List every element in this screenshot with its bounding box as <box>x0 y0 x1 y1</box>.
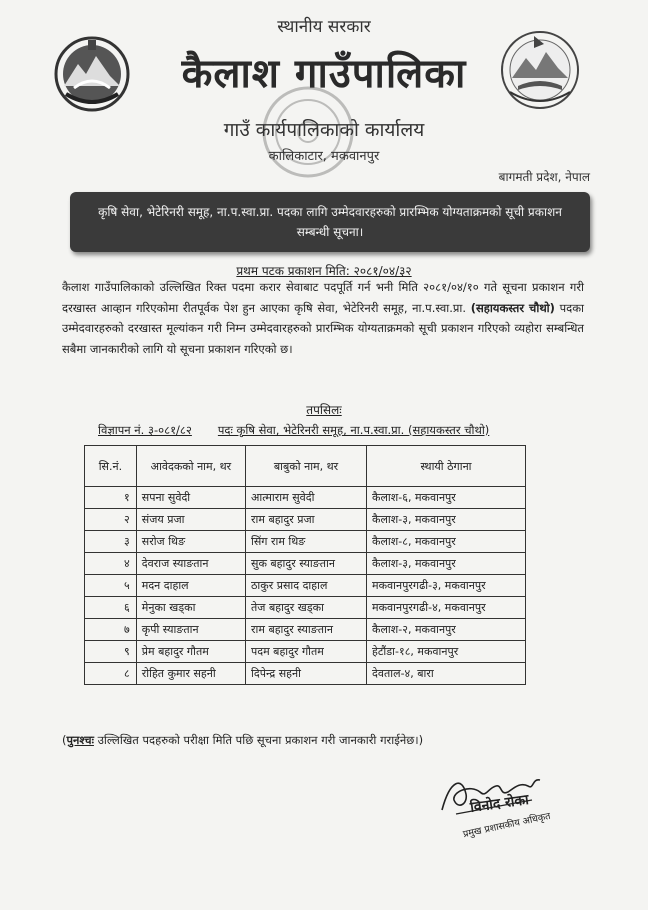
table-row <box>85 487 526 509</box>
table-header: आवेदकको नाम, थर <box>136 446 245 487</box>
father-name: ठाकुर प्रसाद दाहाल <box>246 575 367 597</box>
table-row <box>85 509 526 531</box>
father-name: पदम बहादुर गौतम <box>246 641 367 663</box>
publication-date-text: प्रथम पटक प्रकाशन मिति: २०८१/०४/३२ <box>236 264 412 278</box>
table-header-row <box>85 446 526 487</box>
table-row <box>85 619 526 641</box>
permanent-address: मकवानपुरगढी-३, मकवानपुर <box>367 575 526 597</box>
footnote-text: उल्लिखित पदहरुको परीक्षा मिति पछि सूचना प्रकाशन गरी जानकारी गराईनेछ।) <box>97 733 424 747</box>
table-row <box>85 531 526 553</box>
body-text-bold: (सहायकस्तर चौथो) <box>470 300 555 315</box>
applicant-name: देवराज स्याङतान <box>136 553 245 575</box>
advertisement-number: विज्ञापन नं. ३-०८१/८२ <box>98 423 192 437</box>
permanent-address: कैलाश-८, मकवानपुर <box>367 531 526 553</box>
details-heading: तपसिलः <box>306 403 342 417</box>
candidate-table <box>84 445 526 685</box>
province-label: बागमती प्रदेश, नेपाल <box>498 170 590 184</box>
header-government-line: स्थानीय सरकार <box>277 17 371 37</box>
permanent-address: मकवानपुरगढी-४, मकवानपुर <box>367 597 526 619</box>
permanent-address: कैलाश-३, मकवानपुर <box>367 509 526 531</box>
applicant-name: प्रेम बहादुर गौतम <box>136 641 245 663</box>
municipality-name: कैलाश गाउँपालिका <box>181 51 467 97</box>
post-name: पदः कृषि सेवा, भेटेरिनरी समूह, ना.प.स्वा.प्रा. (सहायकस्तर चौथो) <box>217 423 490 437</box>
advertisement-line <box>98 423 558 438</box>
permanent-address: कैलाश-२, मकवानपुर <box>367 619 526 641</box>
serial-number: ३ <box>85 531 137 553</box>
notice-title: कृषि सेवा, भेटेरिनरी समूह, ना.प.स्वा.प्रा. पदका लागि उम्मेदवारहरुको प्रारम्भिक योग्यताक्रमको सूची प्रकाशन सम्बन्धी सूचना। <box>98 205 562 239</box>
table-row <box>85 641 526 663</box>
permanent-address: हेटौंडा-१८, मकवानपुर <box>367 641 526 663</box>
serial-number: ९ <box>85 641 137 663</box>
permanent-address: कैलाश-३, मकवानपुर <box>367 553 526 575</box>
permanent-address: देवताल-४, बारा <box>367 663 526 685</box>
table-header: बाबुको नाम, थर <box>246 446 367 487</box>
permanent-address: कैलाश-६, मकवानपुर <box>367 487 526 509</box>
father-name: राम बहादुर स्याङतान <box>246 619 367 641</box>
applicant-name: संजय प्रजा <box>136 509 245 531</box>
applicant-name: मदन दाहाल <box>136 575 245 597</box>
footnote-label: पुनश्चः <box>66 733 94 747</box>
table-row <box>85 663 526 685</box>
father-name: तेज बहादुर खड्का <box>246 597 367 619</box>
applicant-name: सपना सुवेदी <box>136 487 245 509</box>
applicant-name: कृपी स्याङतान <box>136 619 245 641</box>
serial-number: १ <box>85 487 137 509</box>
serial-number: ४ <box>85 553 137 575</box>
notice-title-box <box>70 192 590 252</box>
signatory-title: प्रमुख प्रशासकीय अधिकृत <box>462 810 552 841</box>
applicant-name: रोहित कुमार सहनी <box>136 663 245 685</box>
father-name: आत्माराम सुवेदी <box>246 487 367 509</box>
body-text-part2: पदका उम्मेदवारहरुको दरखास्त मूल्यांकन गरी निम्न उम्मेदवारहरुको प्रारम्भिक योग्यताक्रमको सूची प्रकाशन गरिएको व्यहोरा सम्बन्धित सबैमा जानकारीको लागि यो सूचना प्रकाशन गरिएको छ। <box>62 300 585 356</box>
body-paragraph <box>62 277 584 359</box>
father-name: सिंग राम थिङ <box>246 531 367 553</box>
serial-number: ६ <box>85 597 137 619</box>
signatory-name: विनोद रोका <box>469 791 530 817</box>
serial-number: ५ <box>85 575 137 597</box>
table-row <box>85 575 526 597</box>
table-row <box>85 597 526 619</box>
serial-number: ८ <box>85 663 137 685</box>
serial-number: ७ <box>85 619 137 641</box>
father-name: सुक बहादुर स्याङतान <box>246 553 367 575</box>
footnote: (पुनश्चः उल्लिखित पदहरुको परीक्षा मिति पछि सूचना प्रकाशन गरी जानकारी गराईनेछ।) <box>62 733 424 747</box>
table-header: सि.नं. <box>85 446 137 487</box>
office-address: कालिकाटार, मकवानपुर <box>268 149 380 164</box>
serial-number: २ <box>85 509 137 531</box>
table-header: स्थायी ठेगाना <box>367 446 526 487</box>
father-name: राम बहादुर प्रजा <box>246 509 367 531</box>
applicant-name: मेनुका खड्का <box>136 597 245 619</box>
body-text-part1: कैलाश गाउँपालिकाको उल्लिखित रिक्त पदमा करार सेवाबाट पदपूर्ति गर्न भनी मिति २०८१/०४/१० गते सूचना प्रकाशन गरी दरखास्त आव्हान गरिएकोमा रीतपूर्वक पेश हुन आएका कृषि सेवा, भेटेरिनरी समूह, ना.प.स्वा.प्रा. <box>62 280 584 315</box>
father-name: दिपेन्द्र सहनी <box>246 663 367 685</box>
office-name: गाउँ कार्यपालिकाको कार्यालय <box>223 119 425 141</box>
applicant-name: सरोज थिङ <box>136 531 245 553</box>
table-row <box>85 553 526 575</box>
